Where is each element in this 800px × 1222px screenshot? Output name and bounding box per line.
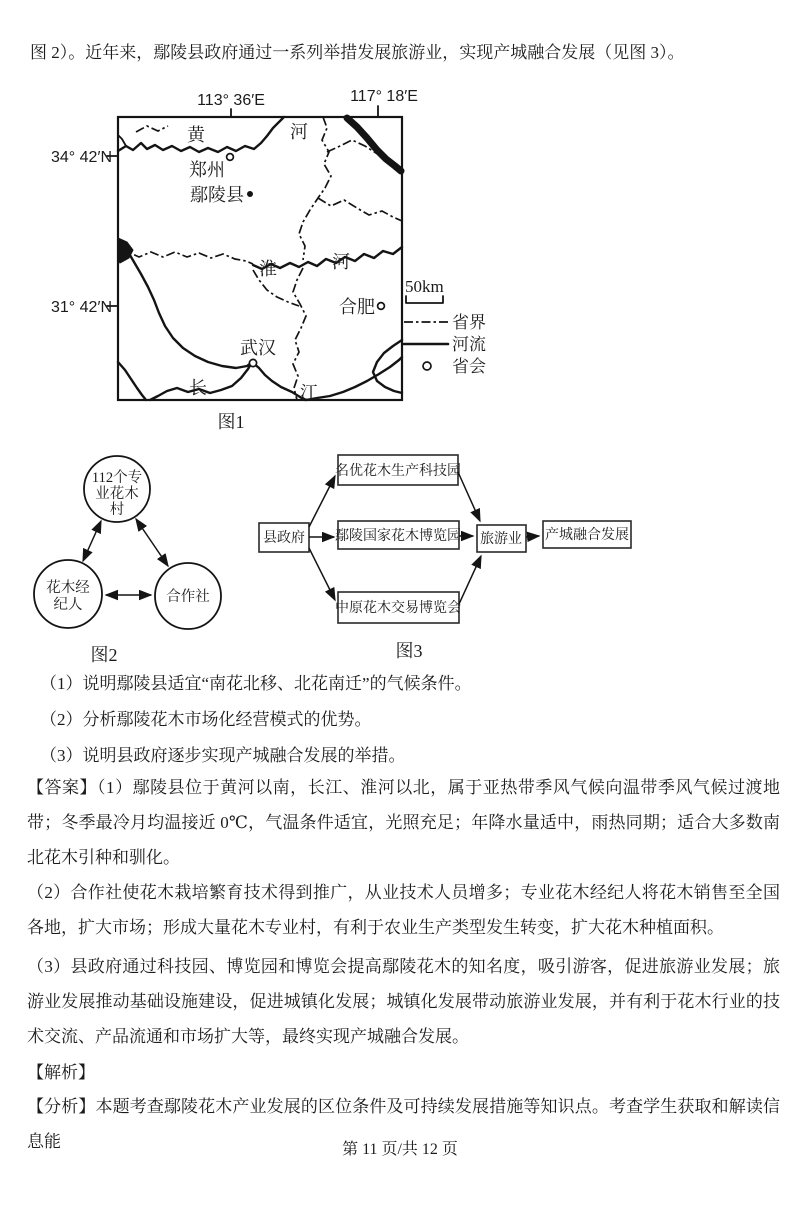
- lon-label-right: 117° 18′E: [350, 88, 418, 105]
- answer-1: 【答案】（1）鄢陵县位于黄河以南，长江、淮河以北，属于亚热带季风气候向温带季风气候过渡地带；冬季最冷月均温接近 0℃，气温条件适宜，光照充足；年降水量适中，雨热同期；适合大多数南北花木引种和驯化。: [27, 778, 780, 867]
- city-label-yanling: 鄢陵县: [190, 185, 244, 205]
- page-number-footer: 第 11 页/共 12 页: [342, 1141, 458, 1158]
- figure2-caption: 图2: [90, 645, 118, 665]
- legend-river-label: 河流: [452, 335, 486, 354]
- tourism-label: 旅游业: [480, 532, 522, 547]
- intro-paragraph: 图 2）。近年来，鄢陵县政府通过一系列举措发展旅游业，实现产城融合发展（见图 3）。: [30, 43, 685, 62]
- city-label-zhengzhou: 郑州: [189, 160, 225, 180]
- broker-label-line1: 花木经: [46, 580, 90, 596]
- hefei-capital-marker: [378, 303, 385, 310]
- question-3: （3）说明县政府逐步实现产城融合发展的举措。: [40, 746, 406, 765]
- yellow-river-label-huang: 黄: [187, 125, 205, 145]
- gov-label: 县政府: [263, 531, 305, 546]
- village-label-line1: 112个专: [91, 470, 143, 486]
- map-ticks: [107, 106, 378, 306]
- coop-label: 合作社: [166, 589, 210, 605]
- questions-block: [40, 672, 780, 780]
- question-1: （1）说明鄢陵县适宜“南花北移、北花南迁”的气候条件。: [40, 674, 472, 693]
- village-label-line2: 业花木: [95, 486, 139, 502]
- yellow-river-label-he: 河: [290, 122, 308, 142]
- yangtze-label-chang: 长: [189, 378, 207, 398]
- city-label-wuhan: 武汉: [240, 338, 276, 358]
- figure3-flowchart: [255, 445, 675, 670]
- lat-label-top: 34° 42′N: [51, 149, 112, 166]
- legend-boundary-label: 省界: [452, 313, 486, 332]
- wuhan-capital-marker: [249, 359, 256, 366]
- fenxi-paragraph: 【分析】本题考查鄢陵花木产业发展的区位条件及可持续发展措施等知识点。考查学生获取和解读信息能: [27, 1097, 780, 1151]
- fig2-arrows: [83, 519, 168, 595]
- yangtze-label-jiang: 江: [300, 383, 318, 403]
- scale-bar: [406, 296, 443, 303]
- figure2-diagram: [25, 445, 260, 680]
- yanling-dot-marker: [247, 191, 253, 197]
- trade-expo-label: 中原花木交易博览会: [335, 601, 461, 616]
- goal-label: 产城融合发展: [545, 528, 629, 543]
- answer-2: （2）合作社使花木栽培繁育技术得到推广，从业技术人员增多；专业花木经纪人将花木销售至全国各地，扩大市场；形成大量花木专业村，有利于农业生产类型发生转变，扩大花木种植面积。: [27, 883, 780, 937]
- broker-label-line2: 纪人: [53, 597, 83, 613]
- answer-3: （3）县政府通过科技园、博览园和博览会提高鄢陵花木的知名度，吸引游客，促进旅游业发展；旅游业发展推动基础设施建设，促进城镇化发展；城镇化发展带动旅游业发展，并有利于花木行业的技术交流、产品流通和市场扩大等，最终实现产城融合发展。: [27, 957, 780, 1046]
- sci-park-label: 名优花木生产科技园: [335, 464, 461, 479]
- question-2: （2）分析鄢陵花木市场化经营模式的优势。: [40, 710, 372, 729]
- huai-river-label-he: 河: [332, 252, 350, 272]
- expo-park-label: 鄢陵国家花木博览园: [335, 529, 461, 544]
- map-legend: [404, 277, 486, 376]
- jiexi-heading: 【解析】: [27, 1063, 95, 1082]
- city-label-hefei: 合肥: [339, 297, 375, 317]
- zhengzhou-capital-marker: [227, 154, 234, 161]
- legend-capital-label: 省会: [452, 357, 486, 376]
- village-label-line3: 村: [109, 502, 125, 518]
- legend-capital-symbol: [423, 362, 431, 370]
- huai-river-label-huai: 淮: [259, 259, 277, 279]
- map-figure1: [20, 85, 560, 437]
- figure3-caption: 图3: [395, 641, 423, 661]
- lon-label-left: 113° 36′E: [197, 92, 265, 109]
- city-markers: [227, 154, 385, 367]
- lat-label-bottom: 31° 42′N: [51, 299, 112, 316]
- figure1-caption: 图1: [217, 412, 245, 432]
- scale-label: 50km: [405, 277, 444, 296]
